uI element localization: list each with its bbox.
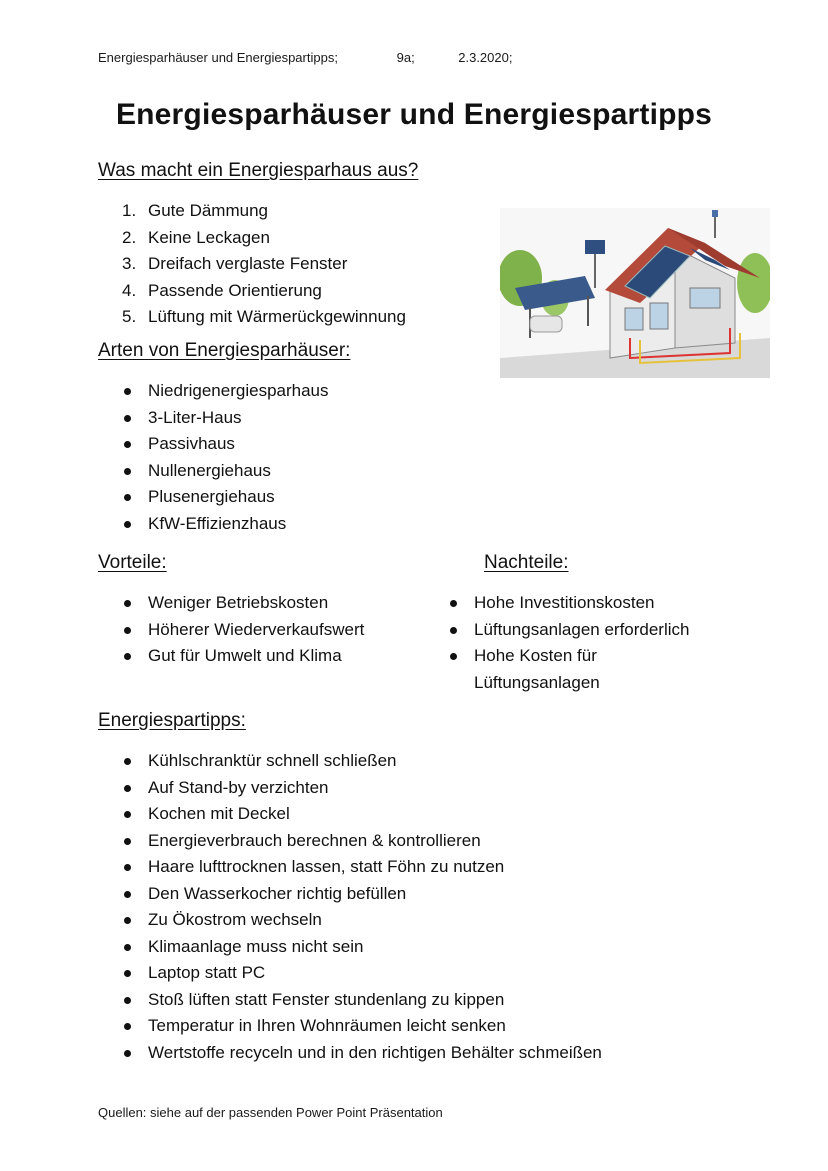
list-item: Energieverbrauch berechnen & kontrollieren (122, 828, 602, 855)
list-item: 4. Passende Orientierung (122, 280, 322, 300)
list-item: Auf Stand-by verzichten (122, 775, 602, 802)
types-list (122, 378, 329, 537)
list-item: 5. Lüftung mit Wärmerückgewinnung (122, 307, 406, 326)
list-item: Lüftungsanlagen erforderlich (448, 617, 714, 644)
list-item: Stoß lüften statt Fenster stundenlang zu kippen (122, 987, 602, 1014)
list-item: Höherer Wiederverkaufswert (122, 617, 364, 644)
section-heading-advantages: Vorteile: (98, 552, 167, 573)
list-item: 3-Liter-Haus (122, 405, 329, 432)
advantages-list (122, 590, 364, 670)
sources-footer: Quellen: siehe auf der passenden Power Point Präsentation (98, 1105, 443, 1120)
list-item: Kochen mit Deckel (122, 801, 602, 828)
energy-house-illustration (500, 208, 770, 378)
list-item: 2. Keine Leckagen (122, 227, 270, 247)
section-heading-types: Arten von Energiesparhäuser: (98, 340, 351, 361)
header-class: 9a; (396, 50, 415, 65)
list-item: Weniger Betriebskosten (122, 590, 364, 617)
section-heading-features: Was macht ein Energiesparhaus aus? (98, 160, 419, 181)
tips-list (122, 748, 602, 1066)
list-item: Niedrigenergiesparhaus (122, 378, 329, 405)
list-item: Wertstoffe recyceln und in den richtigen Behälter schmeißen (122, 1040, 602, 1067)
list-item: Den Wasserkocher richtig befüllen (122, 881, 602, 908)
section-heading-disadvantages: Nachteile: (484, 552, 569, 573)
features-list (122, 198, 406, 331)
list-item: Nullenergiehaus (122, 458, 329, 485)
list-item: Temperatur in Ihren Wohnräumen leicht senken (122, 1013, 602, 1040)
header-date: 2.3.2020; (458, 50, 513, 65)
list-item: KfW-Effizienzhaus (122, 511, 329, 538)
section-heading-tips: Energiespartipps: (98, 710, 246, 731)
list-item: Passivhaus (122, 431, 329, 458)
page-title: Energiesparhäuser und Energiespartipps (115, 98, 713, 131)
page-header (98, 50, 512, 65)
list-item: Zu Ökostrom wechseln (122, 907, 602, 934)
list-item: 1. Gute Dämmung (122, 201, 268, 220)
disadvantages-list (448, 590, 714, 696)
list-item: Plusenergiehaus (122, 484, 329, 511)
list-item: Hohe Investitionskosten (448, 590, 714, 617)
list-item: Hohe Kosten für Lüftungsanlagen (448, 643, 714, 696)
header-topic: Energiesparhäuser und Energiespartipps; (98, 50, 338, 65)
list-item: Klimaanlage muss nicht sein (122, 934, 602, 961)
list-item: 3. Dreifach verglaste Fenster (122, 254, 348, 273)
list-item: Gut für Umwelt und Klima (122, 643, 364, 670)
list-item: Haare lufttrocknen lassen, statt Föhn zu nutzen (122, 854, 602, 881)
list-item: Kühlschranktür schnell schließen (122, 748, 602, 775)
list-item: Laptop statt PC (122, 960, 602, 987)
